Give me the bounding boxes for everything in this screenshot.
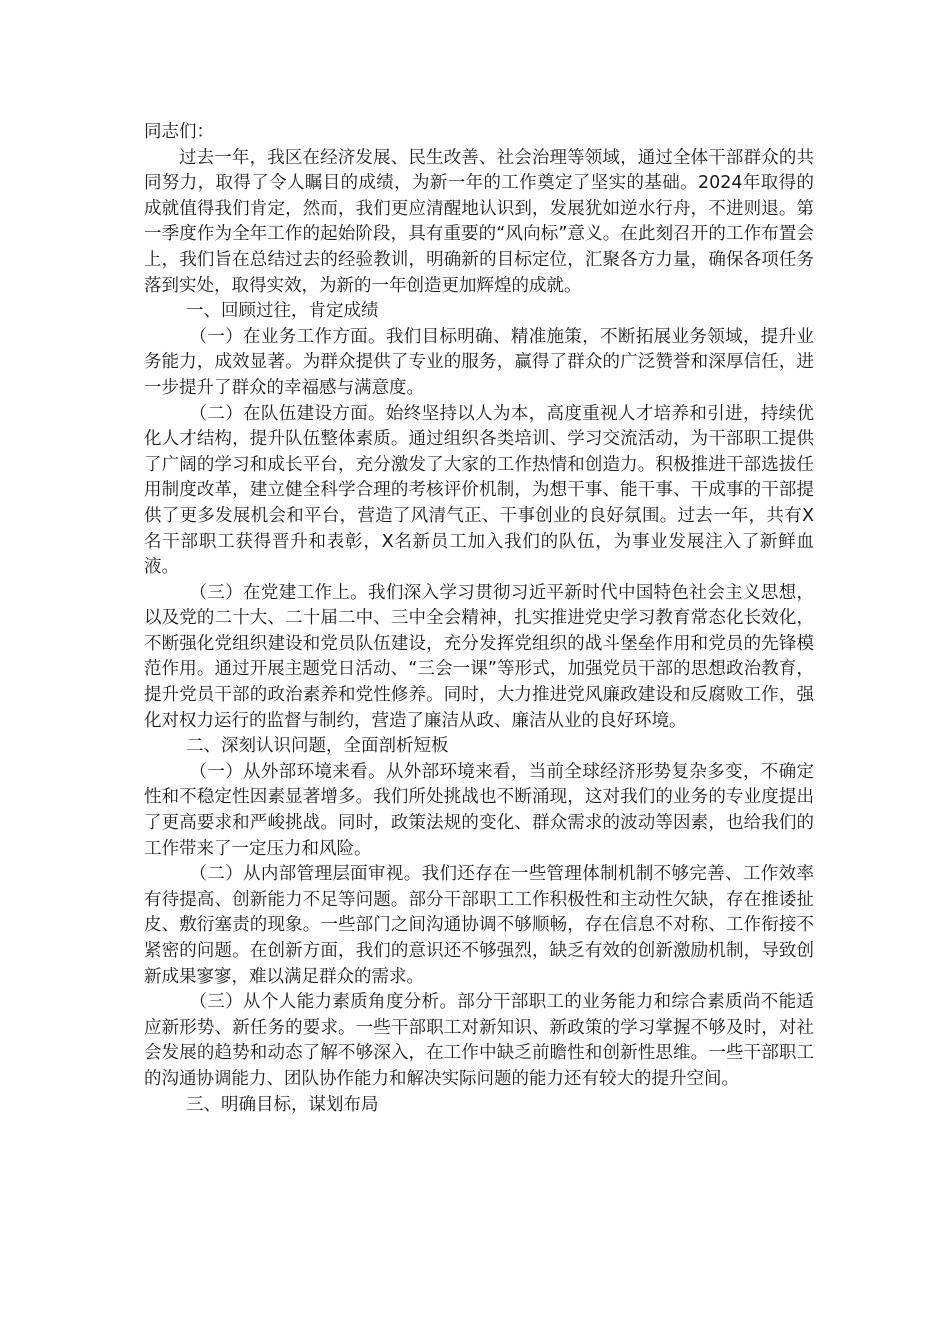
intro-paragraph: 过去一年，我区在经济发展、民生改善、社会治理等领域，通过全体干部群众的共同努力，取得了令人瞩目的成绩，为新一年的工作奠定了坚实的基础。2024年取得的成就值得我们肯定，然而，我们更应清醒地认识到，发展犹如逆水行舟，不进则退。第一季度作为全年工作的起始阶段，具有重要的“风向标”意义。在此刻召开的工作布置会上，我们旨在总结过去的经验教训，明确新的目标定位，汇聚各方力量，确保各项任务落到实处，取得实效，为新的一年创造更加辉煌的成就。 — [144, 147, 814, 296]
document-page — [144, 120, 814, 1118]
section1-item-1: （一）在业务工作方面。我们目标明确、精准施策，不断拓展业务领域，提升业务能力，成效显著。为群众提供了专业的服务，赢得了群众的广泛赞誉和深厚信任，进一步提升了群众的幸福感与满意度。 — [144, 326, 814, 398]
section-heading-2: 二、深刻认识问题，全面剖析短板 — [186, 736, 449, 757]
section-heading-3: 三、明确目标，谋划布局 — [186, 1094, 379, 1115]
section-heading-1: 一、回顾过往，肯定成绩 — [186, 301, 379, 322]
section2-item-2: （二）从内部管理层面审视。我们还存在一些管理体制机制不够完善、工作效率有待提高、创新能力不足等问题。部分干部职工工作积极性和主动性欠缺，存在推诿扯皮、敷衍塞责的现象。一些部门之间沟通协调不够顺畅，存在信息不对称、工作衔接不紧密的问题。在创新方面，我们的意识还不够强烈，缺乏有效的创新激励机制，导致创新成果寥寥，难以满足群众的需求。 — [144, 864, 814, 987]
salutation: 同志们： — [144, 122, 214, 142]
section2-item-3: （三）从个人能力素质角度分析。部分干部职工的业务能力和综合素质尚不能适应新形势、新任务的要求。一些干部职工对新知识、新政策的学习掌握不够及时，对社会发展的趋势和动态了解不够深入，在工作中缺乏前瞻性和创新性思维。一些干部职工的沟通协调能力、团队协作能力和解决实际问题的能力还有较大的提升空间。 — [144, 992, 814, 1089]
section1-item-2: （二）在队伍建设方面。始终坚持以人为本，高度重视人才培养和引进，持续优化人才结构，提升队伍整体素质。通过组织各类培训、学习交流活动，为干部职工提供了广阔的学习和成长平台，充分激发了大家的工作热情和创造力。积极推进干部选拔任用制度改革，建立健全科学合理的考核评价机制，为想干事、能干事、干成事的干部提供了更多发展机会和平台，营造了风清气正、干事创业的良好氛围。过去一年，共有X名干部职工获得晋升和表彰，X名新员工加入我们的队伍，为事业发展注入了新鲜血液。 — [144, 403, 814, 578]
section2-item-1: （一）从外部环境来看。从外部环境来看，当前全球经济形势复杂多变，不确定性和不稳定性因素显著增多。我们所处挑战也不断涌现，这对我们的业务的专业度提出了更高要求和严峻挑战。同时，政策法规的变化、群众需求的波动等因素，也给我们的工作带来了一定压力和风险。 — [144, 761, 814, 859]
section1-item-3: （三）在党建工作上。我们深入学习贯彻习近平新时代中国特色社会主义思想，以及党的二十大、二十届二中、三中全会精神，扎实推进党史学习教育常态化长效化，不断强化党组织建设和党员队伍建设，充分发挥党组织的战斗堡垒作用和党员的先锋模范作用。通过开展主题党日活动、“三会一课”等形式，加强党员干部的思想政治教育，提升党员干部的政治素养和党性修养。同时，大力推进党风廉政建设和反腐败工作，强化对权力运行的监督与制约，营造了廉洁从政、廉洁从业的良好环境。 — [144, 582, 814, 731]
